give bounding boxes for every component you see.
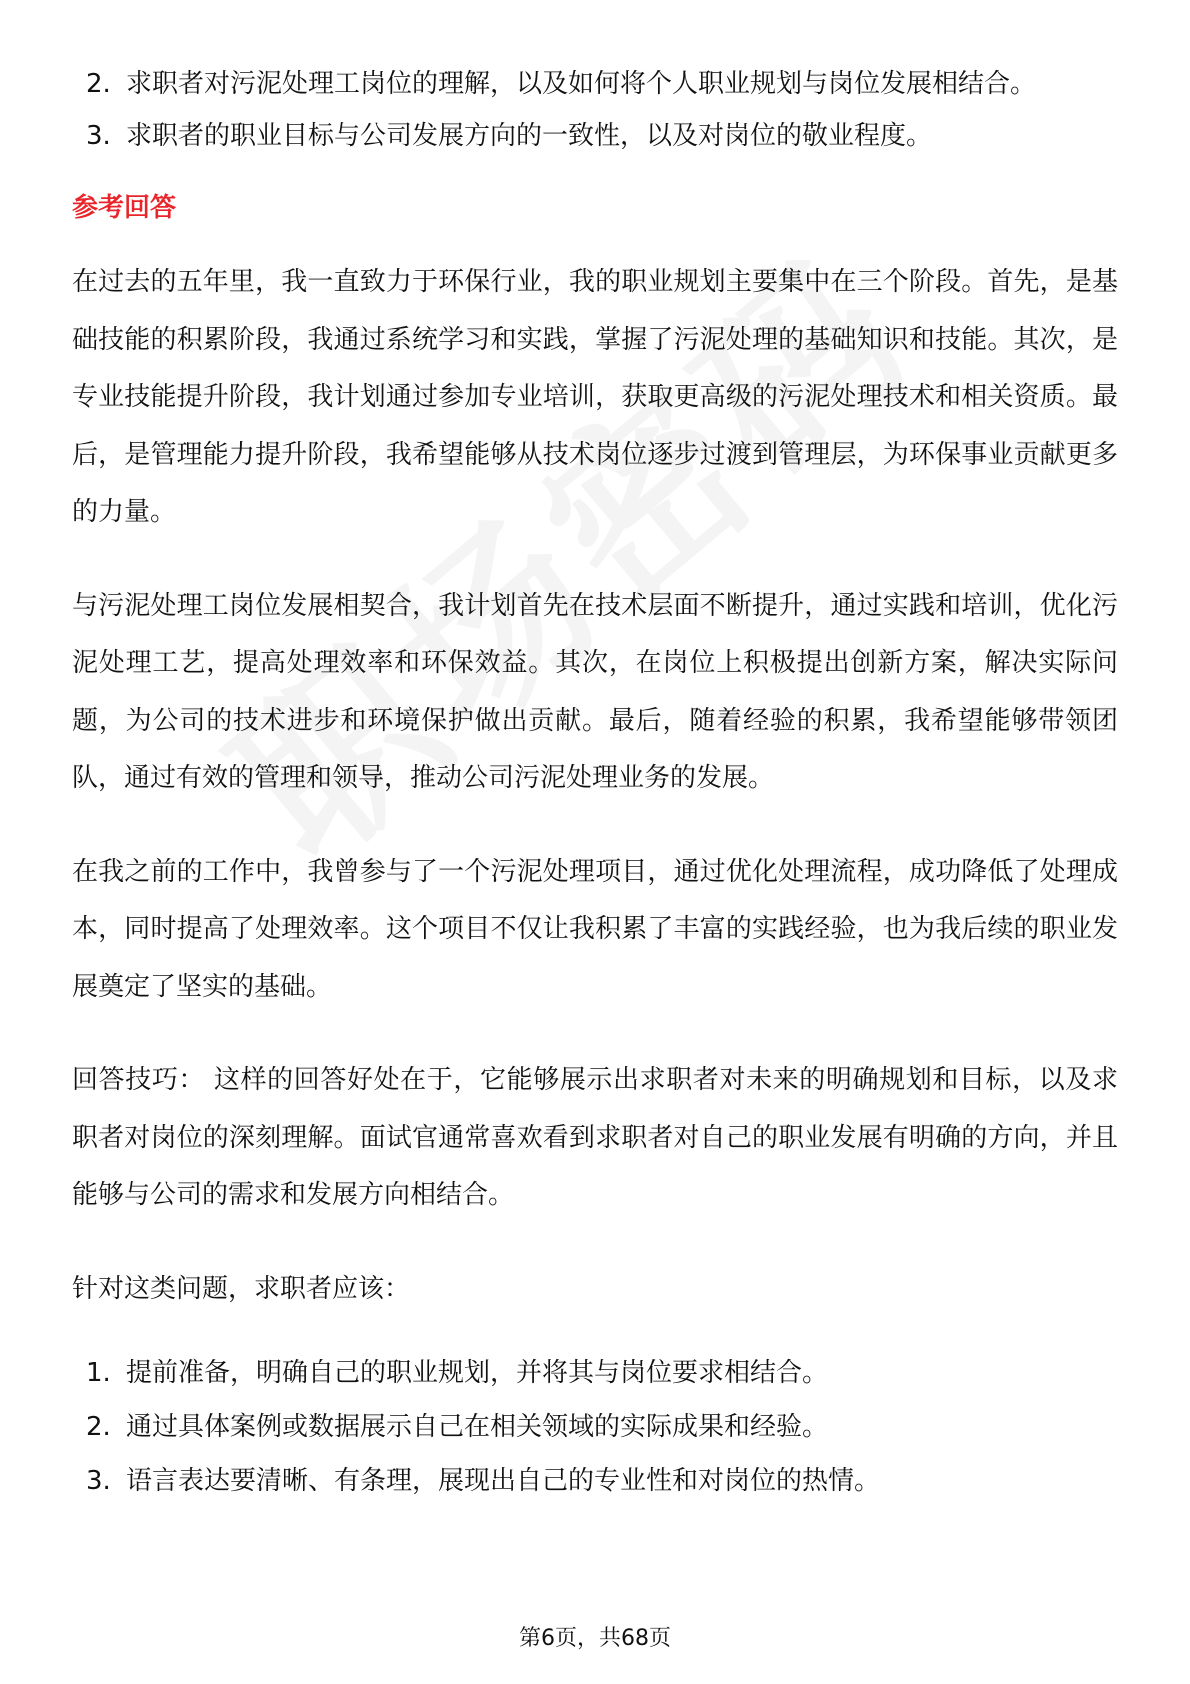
list-text: 提前准备，明确自己的职业规划，并将其与岗位要求相结合。 xyxy=(126,1358,829,1388)
answer-paragraph: 在过去的五年里，我一直致力于环保行业，我的职业规划主要集中在三个阶段。首先，是基础技能的积累阶段，我通过系统学习和实践，掌握了污泥处理的基础知识和技能。其次，是专业技能提升阶段，我计划通过参加专业培训，获取更高级的污泥处理技术和相关资质。最后，是管理能力提升阶段，我希望能够从技术岗位逐步过渡到管理层，为环保事业贡献更多的力量。 xyxy=(72,267,1118,527)
list-item xyxy=(72,1400,1118,1454)
list-item xyxy=(72,110,1118,162)
answer-paragraph: 在我之前的工作中，我曾参与了一个污泥处理项目，通过优化处理流程，成功降低了处理成本，同时提高了处理效率。这个项目不仅让我积累了丰富的实践经验，也为我后续的职业发展奠定了坚实的基础。 xyxy=(72,856,1118,1002)
list-text: 求职者的职业目标与公司发展方向的一致性，以及对岗位的敬业程度。 xyxy=(126,121,933,151)
advice-list xyxy=(72,1346,1118,1508)
list-number: 1. xyxy=(86,1358,111,1388)
tips-paragraph: 回答技巧： 这样的回答好处在于，它能够展示出求职者对未来的明确规划和目标，以及求职者对岗位的深刻理解。面试官通常喜欢看到求职者对自己的职业发展有明确的方向，并且能够与公司的需求和发展方向相结合。 xyxy=(72,1065,1118,1210)
criteria-list xyxy=(72,58,1118,162)
page-footer: 第6页，共68页 xyxy=(519,1626,671,1651)
list-item xyxy=(72,1346,1118,1400)
list-text: 求职者对污泥处理工岗位的理解，以及如何将个人职业规划与岗位发展相结合。 xyxy=(126,69,1037,99)
list-number: 2. xyxy=(86,69,111,99)
list-item xyxy=(72,58,1118,110)
list-number: 3. xyxy=(86,121,111,151)
list-number: 3. xyxy=(86,1466,111,1496)
list-text: 语言表达要清晰、有条理，展现出自己的专业性和对岗位的热情。 xyxy=(126,1466,881,1496)
lead-in-text: 针对这类问题，求职者应该： xyxy=(72,1273,411,1304)
list-item xyxy=(72,1454,1118,1508)
list-number: 2. xyxy=(86,1412,111,1442)
answer-paragraph: 与污泥处理工岗位发展相契合，我计划首先在技术层面不断提升，通过实践和培训，优化污泥处理工艺，提高处理效率和环保效益。其次，在岗位上积极提出创新方案，解决实际问题，为公司的技术进步和环境保护做出贡献。最后，随着经验的积累，我希望能够带领团队，通过有效的管理和领导，推动公司污泥处理业务的发展。 xyxy=(72,590,1118,793)
section-title: 参考回答 xyxy=(72,193,177,223)
list-text: 通过具体案例或数据展示自己在相关领域的实际成果和经验。 xyxy=(126,1412,829,1442)
document-body xyxy=(72,58,1118,1508)
